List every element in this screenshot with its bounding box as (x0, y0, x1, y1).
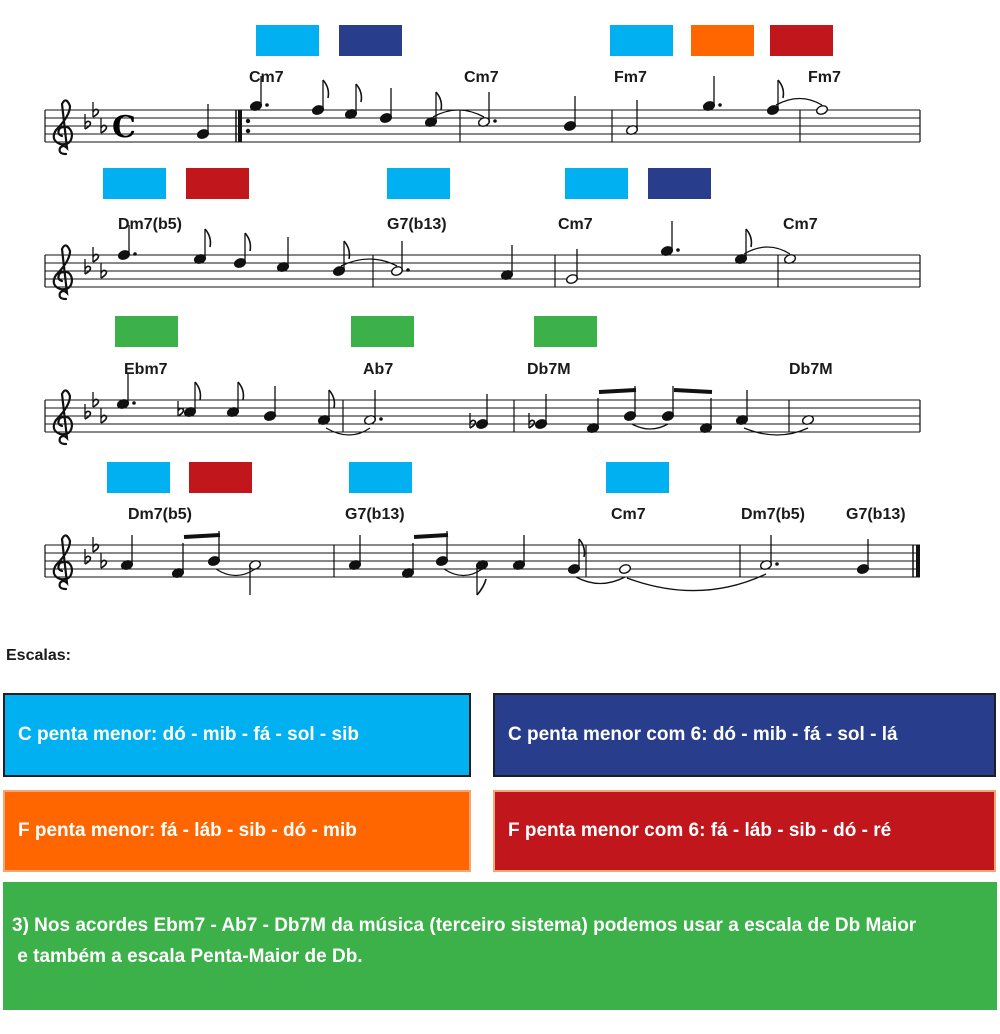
system-1 (45, 25, 920, 154)
scale-swatch (115, 316, 178, 347)
note-icon (618, 563, 631, 574)
note-icon (193, 229, 210, 265)
chord-symbol: G7(b13) (387, 216, 447, 233)
tie-icon (627, 574, 766, 591)
tie-icon (744, 247, 790, 254)
scale-swatch (387, 168, 450, 199)
scale-swatch (103, 168, 166, 199)
note-icon (660, 221, 679, 257)
note-icon (116, 374, 135, 410)
scale-swatch (534, 316, 597, 347)
chord-symbol: Cm7 (558, 216, 593, 233)
note-icon (815, 104, 828, 115)
scale-box-c-penta-menor-6 (493, 693, 996, 777)
scale-description: C penta menor: dó - mib - fá - sol - sib (18, 724, 359, 745)
system-2 (45, 168, 920, 299)
scale-swatch (610, 25, 673, 56)
melody-notes (117, 221, 796, 285)
chord-symbol: Cm7 (464, 69, 499, 86)
scale-swatch (349, 462, 412, 493)
system-3 (45, 316, 920, 444)
note-icon (856, 539, 869, 575)
chord-symbol: Dm7(b5) (128, 506, 193, 523)
note-icon (196, 104, 209, 140)
tie-icon (216, 569, 255, 576)
chord-symbol: Ebm7 (124, 361, 168, 378)
beam-icon (599, 390, 712, 392)
chord-symbol: Cm7 (783, 216, 818, 233)
melody-notes (116, 374, 814, 434)
note-icon (565, 249, 578, 285)
note-icon (390, 241, 409, 277)
treble-clef-icon (54, 390, 72, 444)
treble-clef-icon (54, 245, 72, 299)
chord-symbol: G7(b13) (345, 506, 405, 523)
scale-note-box (3, 882, 997, 1010)
beam-icon (184, 535, 448, 537)
scale-swatch (648, 168, 711, 199)
scale-description: F penta menor: fá - láb - sib - dó - mib (18, 820, 357, 841)
chord-symbol: G7(b13) (846, 506, 906, 523)
scale-box-c-penta-menor (3, 693, 471, 777)
tie-icon (776, 99, 822, 106)
melody-notes (196, 76, 828, 140)
system-4 (45, 462, 920, 595)
scale-swatch (691, 25, 754, 56)
scale-swatch (256, 25, 319, 56)
chord-symbol: Cm7 (249, 69, 284, 86)
note-icon (734, 229, 751, 265)
note-icon (263, 386, 276, 422)
note-icon (344, 84, 361, 120)
scale-description: F penta menor com 6: fá - láb - sib - dó - ré (508, 820, 892, 841)
repeat-dot-icon (246, 129, 250, 133)
tie-icon (576, 577, 625, 584)
chord-symbol: Fm7 (614, 69, 647, 86)
scale-swatch (770, 25, 833, 56)
scales-heading: Escalas: (6, 647, 71, 664)
chord-symbol: Db7M (527, 361, 571, 378)
scale-swatch (339, 25, 402, 56)
chord-symbol: Fm7 (808, 69, 841, 86)
chord-symbol: Dm7(b5) (741, 506, 806, 523)
tie-icon (632, 424, 668, 429)
scale-swatch (351, 316, 414, 347)
scale-description: C penta menor com 6: dó - mib - fá - sol - lá (508, 724, 898, 745)
chord-symbol: Cm7 (611, 506, 646, 523)
note-line-2: e também a escala Penta-Maior de Db. (12, 946, 363, 967)
chord-symbol: Dm7(b5) (118, 216, 183, 233)
scale-swatch (606, 462, 669, 493)
note-icon (702, 76, 721, 112)
scale-swatch (186, 168, 249, 199)
note-line-1: 3) Nos acordes Ebm7 - Ab7 - Db7M da música (terceiro sistema) podemos usar a escala de Db Maior (12, 915, 917, 936)
melody-notes (120, 531, 869, 595)
repeat-dot-icon (246, 119, 250, 123)
common-time-icon: C (112, 110, 136, 145)
scale-swatch (107, 462, 170, 493)
scale-box-f-penta-menor-6 (493, 790, 996, 872)
tie-icon (433, 110, 484, 117)
scale-swatch (565, 168, 628, 199)
chord-symbol: Ab7 (363, 361, 394, 378)
treble-clef-icon (54, 535, 72, 589)
note-icon (379, 88, 392, 124)
note-icon (563, 96, 576, 132)
tie-icon (444, 569, 482, 576)
treble-clef-icon (54, 100, 72, 154)
chord-symbol: Db7M (789, 361, 833, 378)
scale-swatch (189, 462, 252, 493)
note-icon (661, 386, 674, 422)
scale-box-f-penta-menor (3, 790, 471, 872)
